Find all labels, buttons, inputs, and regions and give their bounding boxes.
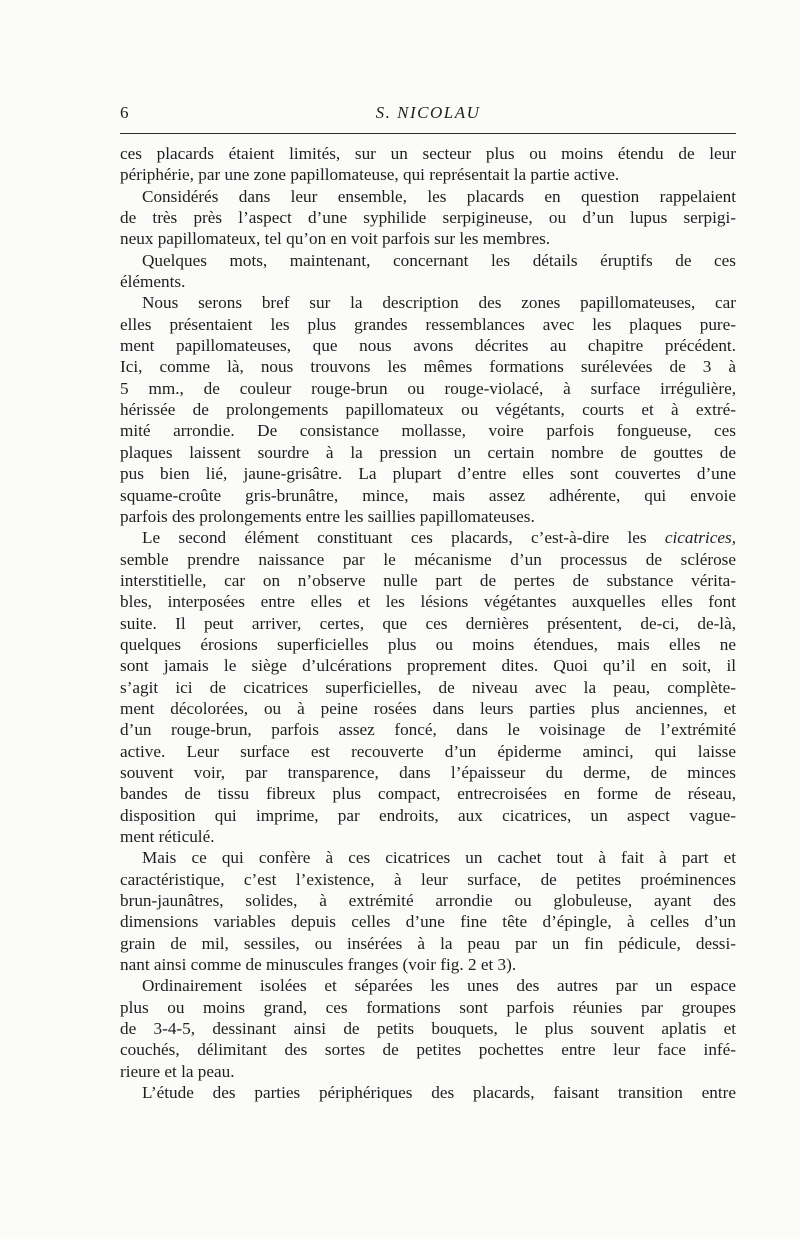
text-line-with-emphasis bbox=[120, 527, 736, 548]
text-line: Mais ce qui confère à ces cicatrices un cachet tout à fait à part et bbox=[142, 848, 736, 868]
text-line: ces placards étaient limités, sur un secteur plus ou moins étendu de leur bbox=[120, 144, 736, 163]
text-line: suite. Il peut arriver, certes, que ces dernières présentent, de-ci, de-là, bbox=[120, 613, 736, 633]
text-line: souvent voir, par transparence, dans l’épaisseur du derme, de minces bbox=[120, 762, 736, 782]
text-line: hérissée de prolongements papillomateux ou végétants, courts et à extré- bbox=[120, 400, 736, 420]
text-line: s’agit ici de cicatrices superficielles, de niveau avec la peau, complète- bbox=[120, 677, 736, 697]
text-line: sont jamais le siège d’ulcérations proprement dites. Quoi qu’il en soit, il bbox=[120, 656, 736, 676]
text-line: plus ou moins grand, ces formations sont parfois réunies par groupes bbox=[120, 997, 736, 1017]
text-line: Quelques mots, maintenant, concernant les détails éruptifs de ces bbox=[142, 250, 736, 270]
text-line: neux papillomateux, tel qu’on en voit parfois sur les membres. bbox=[120, 229, 551, 249]
text-line: nant ainsi comme de minuscules franges (voir fig. 2 et 3). bbox=[120, 955, 517, 975]
text-line: grain de mil, sessiles, ou insérées à la peau par un fin pédicule, dessi- bbox=[120, 933, 736, 953]
text-line: 5 mm., de couleur rouge-brun ou rouge-violacé, à surface irrégulière, bbox=[120, 378, 736, 398]
text-line: bandes de tissu fibreux plus compact, entrecroisées en forme de réseau, bbox=[120, 784, 736, 804]
text-line: ment papillomateuses, que nous avons décrites au chapitre précédent. bbox=[120, 336, 736, 356]
text-line: d’un rouge-brun, parfois assez foncé, dans le voisinage de l’extrémité bbox=[120, 720, 736, 740]
running-head bbox=[120, 103, 736, 125]
body-text bbox=[120, 143, 736, 1103]
text-line: de très près l’aspect d’une syphilide serpigineuse, ou d’un lupus serpigi- bbox=[120, 208, 736, 228]
text-line: semble prendre naissance par le mécanisme d’un processus de sclérose bbox=[120, 549, 736, 569]
text-line: parfois des prolongements entre les saillies papillomateuses. bbox=[120, 506, 535, 526]
text-line: caractéristique, c’est l’existence, à leur surface, de petites proéminences bbox=[120, 869, 736, 889]
running-head-author: S. NICOLAU bbox=[375, 103, 481, 122]
text-line: Nous serons bref sur la description des zones papillomateuses, car bbox=[142, 293, 736, 313]
text-line: squame-croûte gris-brunâtre, mince, mais assez adhérente, qui envoie bbox=[120, 485, 736, 505]
text-line: interstitielle, car on n’observe nulle part de pertes de substance vérita- bbox=[120, 570, 736, 590]
header-rule bbox=[120, 133, 736, 134]
text-line: dimensions variables depuis celles d’une fine tête d’épingle, à celles d’un bbox=[120, 912, 736, 932]
text-line: périphérie, par une zone papillomateuse, qui représentait la partie active. bbox=[120, 165, 620, 185]
text-line: L’étude des parties périphériques des placards, faisant transition entre bbox=[142, 1083, 736, 1103]
page-number: 6 bbox=[120, 103, 129, 122]
text-line: pus bien lié, jaune-grisâtre. La plupart d’entre elles sont couvertes d’une bbox=[120, 464, 736, 484]
text-line: de 3-4-5, dessinant ainsi de petits bouquets, le plus souvent aplatis et bbox=[120, 1019, 736, 1039]
text-line: Considérés dans leur ensemble, les placards en question rappelaient bbox=[142, 186, 736, 206]
text-line: disposition qui imprime, par endroits, aux cicatrices, un aspect vague- bbox=[120, 805, 736, 825]
text-line: brun-jaunâtres, solides, à extrémité arrondie ou globuleuse, ayant des bbox=[120, 891, 736, 911]
text-line: Ordinairement isolées et séparées les unes des autres par un espace bbox=[142, 976, 736, 996]
text-line: plaques laissent sourdre à la pression un certain nombre de gouttes de bbox=[120, 442, 736, 462]
text-segment: Le second élément constituant ces placards, c’est-à-dire les bbox=[142, 528, 665, 548]
emphasized-term: cicatrices, bbox=[664, 528, 736, 548]
text-line: couchés, délimitant des sortes de petites pochettes entre leur face infé- bbox=[120, 1040, 736, 1060]
text-line: mité arrondie. De consistance mollasse, voire parfois fongueuse, ces bbox=[120, 421, 736, 441]
text-line: rieure et la peau. bbox=[120, 1061, 235, 1081]
text-line: active. Leur surface est recouverte d’un épiderme aminci, qui laisse bbox=[120, 741, 736, 761]
text-line: bles, interposées entre elles et les lésions végétantes auxquelles elles font bbox=[120, 592, 736, 612]
text-line: éléments. bbox=[120, 272, 186, 292]
text-line: ment réticulé. bbox=[120, 827, 215, 846]
text-line: elles présentaient les plus grandes ressemblances avec les plaques pure- bbox=[120, 314, 736, 334]
text-line: quelques érosions superficielles plus ou moins étendues, mais elles ne bbox=[120, 634, 736, 654]
text-line: ment décolorées, ou à peine rosées dans leurs parties plus anciennes, et bbox=[120, 698, 736, 718]
text-line: Ici, comme là, nous trouvons les mêmes formations surélevées de 3 à bbox=[120, 357, 736, 377]
